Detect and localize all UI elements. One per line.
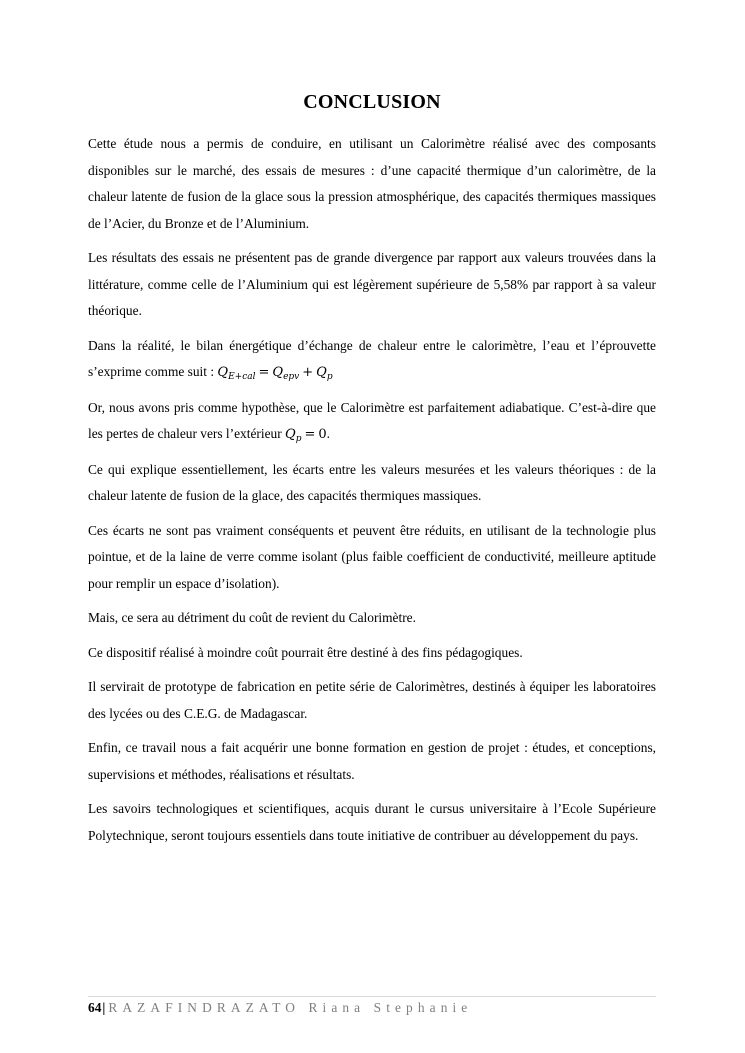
eq2-lhs-sub: p (295, 434, 302, 444)
paragraph-7: Mais, ce sera au détriment du coût de revient du Calorimètre. (88, 610, 416, 625)
paragraph-2: Les résultats des essais ne présentent pas de grande divergence par rapport aux valeurs trouvées dans la littérature, comme celle de l’Aluminium qui est légèrement supérieure de 5,58% par rapport à sa valeur théorique. (88, 250, 656, 318)
eq1-equals: = (258, 365, 270, 380)
document-page (88, 0, 656, 1053)
footer-author: RAZAFINDRAZATO Riana Stephanie (108, 1000, 473, 1015)
eq2-equals: = (304, 427, 316, 442)
footer-separator: | (102, 1000, 106, 1015)
eq2-period: . (326, 426, 331, 441)
paragraph-4 (88, 395, 656, 449)
paragraph-8: Ce dispositif réalisé à moindre coût pourrait être destiné à des fins pédagogiques. (88, 644, 523, 660)
eq1-term1-sub: epv (283, 372, 300, 382)
paragraph-10: Enfin, ce travail nous a fait acquérir une bonne formation en gestion de projet : études, et conceptions, supervisions et méthodes, réalisations et résultats. (88, 740, 656, 782)
page-footer (88, 999, 472, 1017)
eq1-term1: Q (272, 365, 284, 380)
paragraph-3-text: Dans la réalité, le bilan énergétique d’échange de chaleur entre le calorimètre, l’eau et l’éprouvette s’exprime comme suit : (88, 337, 656, 379)
page-title: CONCLUSION (303, 91, 441, 113)
eq1-plus: + (302, 365, 314, 380)
eq2-rhs: 0 (318, 427, 327, 442)
body-text (88, 131, 656, 857)
paragraph-6: Ces écarts ne sont pas vraiment conséquents et peuvent être réduits, en utilisant de la technologie plus pointue, et de la laine de verre comme isolant (plus faible coefficient de conductivité, meilleure aptitude pour remplir un espace d’isolation). (88, 522, 656, 591)
eq1-lhs-sub: E+cal (228, 372, 256, 382)
eq1-lhs: Q (217, 365, 229, 380)
paragraph-5: Ce qui explique essentiellement, les écarts entre les valeurs mesurées et les valeurs théoriques : de la chaleur latente de fusion de la glace, des capacités thermiques massiques. (88, 461, 656, 503)
eq2-lhs: Q (285, 427, 296, 442)
paragraph-3 (88, 333, 656, 387)
paragraph-1: Cette étude nous a permis de conduire, en utilisant un Calorimètre réalisé avec des composants disponibles sur le marché, des essais de mesures : d’une capacité thermique d’un calorimètre, de la chaleur latente de fusion de la glace sous la pression atmosphérique, des capacités thermiques massiques de l’Acier, du Bronze et de l’Aluminium. (88, 136, 656, 231)
paragraph-4-text: Or, nous avons pris comme hypothèse, que le Calorimètre est parfaitement adiabatique. C’est-à-dire que les pertes de chaleur vers l’extérieur (88, 399, 656, 441)
paragraph-11: Les savoirs technologiques et scientifiques, acquis durant le cursus universitaire à l’Ecole Supérieure Polytechnique, seront toujours essentiels dans toute initiative de contribuer au développement du pays. (88, 801, 656, 843)
paragraph-9: Il servirait de prototype de fabrication en petite série de Calorimètres, destinés à équiper les laboratoires des lycées ou des C.E.G. de Madagascar. (88, 679, 656, 721)
eq1-term2: Q (316, 365, 327, 380)
footer-divider (88, 996, 656, 997)
eq1-term2-sub: p (326, 372, 333, 382)
heat-loss-equation (285, 427, 327, 442)
page-number: 64 (88, 1000, 102, 1015)
heat-balance-equation (217, 365, 332, 380)
